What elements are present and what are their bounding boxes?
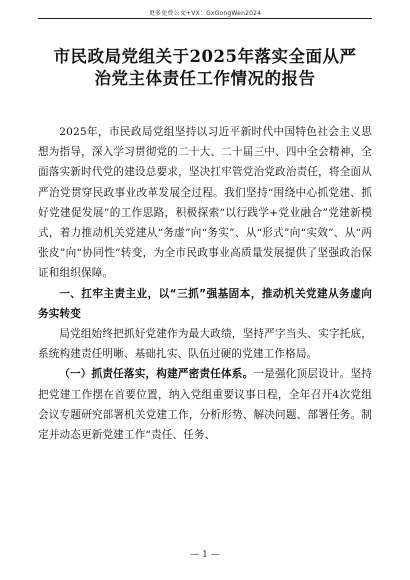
intro-paragraph: 2025年，市民政局党组坚持以习近平新时代中国特色社会主义思想为指导，深入学习贯彻党的二十大、二十届三中、四中全会精神，全面落实新时代党的建设总要求，坚决扛牢管党治党政治责任，将全面从严治党贯穿民政事业改革发展全过程。我们坚持“围绕中心抓党建、抓好党建促发展”的工作思路，积极探索“以行践学+党业融合”党建新模式，着力推动机关党建从“务虚”向“务实”、从“形式”向“实效”、从“两张皮”向“协同性”转变，为全市民政事业高质量发展提供了坚强政治保证和组织保障。: [38, 126, 372, 280]
document-body: [38, 122, 372, 445]
header-rule: [38, 18, 372, 19]
title-line-2: 治党主体责任工作情况的报告: [94, 69, 316, 88]
subsection-text: 一是强化顶层设计。坚持把党建工作摆在首要位置，纳入党组重要议事日程，全年召开4次党组会议专题研究部署机关党建工作，分析形势、解决问题、部署任务。制定并动态更新党建工作“责任、任务、: [38, 368, 372, 442]
section-heading-1: 一、扛牢主责主业，以“三抓”强基固本，推动机关党建从务虚向务实转变: [38, 287, 372, 320]
title-line-1: 市民政局党组关于2025年落实全面从严: [53, 47, 357, 66]
page-number: — 1 —: [190, 550, 220, 560]
document-title: [36, 46, 374, 90]
page-header: 更多免费公文+VX：GxGongWen2024: [148, 10, 262, 17]
subsection-paragraph: [38, 364, 372, 445]
section-1-paragraph: 局党组始终把抓好党建作为最大政绩，坚持严字当头、实字托底，系统构建责任明晰、基础扎实、队伍过硬的党建工作格局。: [38, 328, 372, 361]
subsection-heading: （一）抓责任落实，构建严密责任体系。: [59, 368, 254, 381]
